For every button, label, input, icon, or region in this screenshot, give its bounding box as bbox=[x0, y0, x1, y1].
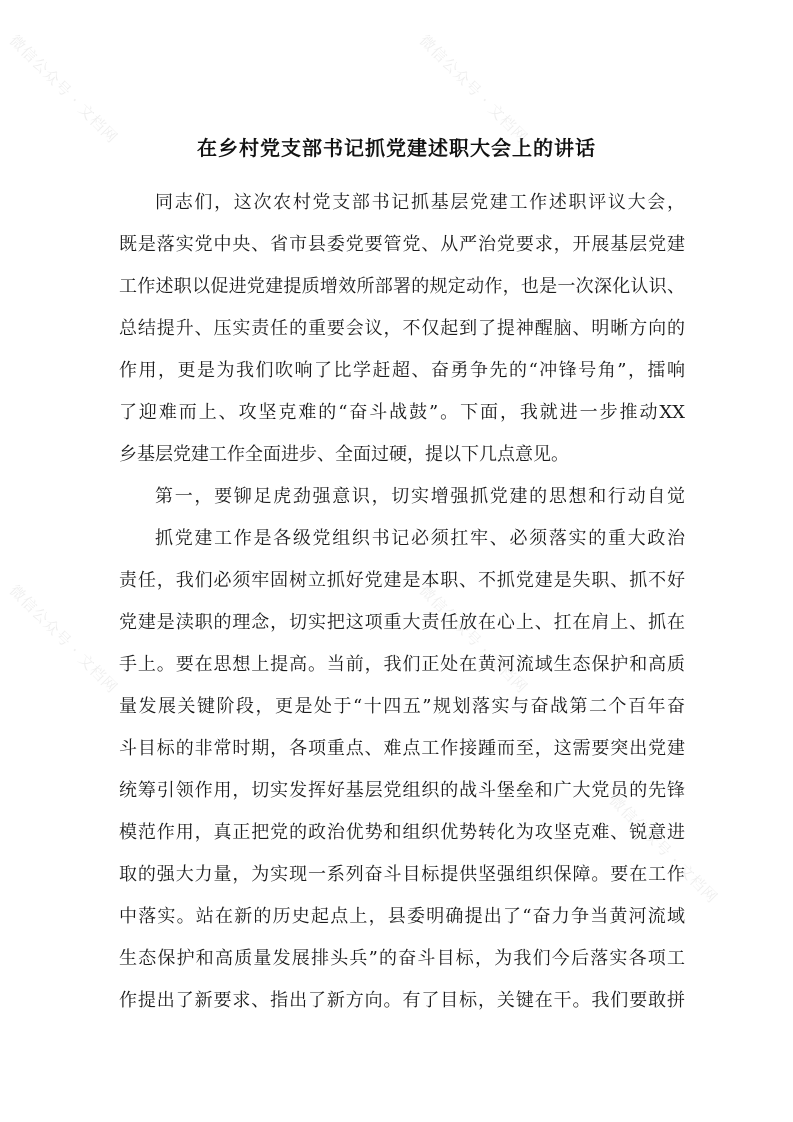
paragraph-line: 中落实。站在新的历史起点上，县委明确提出了“奋力争当黄河流域 bbox=[119, 906, 685, 927]
paragraph-line: 量发展关键阶段，更是处于“十四五”规划落实与奋战第二个百年奋 bbox=[119, 696, 685, 717]
paragraph-line: 模范作用，真正把党的政治优势和组织优势转化为攻坚克难、锐意进 bbox=[119, 822, 685, 843]
section-heading: 第一，要铆足虎劲强意识，切实增强抓党建的思想和行动自觉 bbox=[155, 486, 685, 507]
watermark: 微信公众号 · 文档网 bbox=[5, 581, 122, 697]
watermark: 微信公众号 · 文档网 bbox=[605, 791, 722, 907]
paragraph-line: 工作述职以促进党建提质增效所部署的规定动作，也是一次深化认识、 bbox=[119, 276, 685, 297]
paragraph-line: 责任，我们必须牢固树立抓好党建是本职、不抓党建是失职、抓不好 bbox=[119, 570, 685, 591]
watermark: 微信公众号 · 文档网 bbox=[415, 31, 532, 147]
watermark: 微信公众号 · 文档网 bbox=[415, 581, 532, 697]
paragraph-line: 了迎难而上、攻坚克难的“奋斗战鼓”。下面，我就进一步推动XX bbox=[119, 402, 685, 423]
paragraph-line: 作用，更是为我们吹响了比学赶超、奋勇争先的“冲锋号角”，擂响 bbox=[119, 360, 685, 381]
paragraph-line: 统筹引领作用，切实发挥好基层党组织的战斗堡垒和广大党员的先锋 bbox=[119, 780, 685, 801]
paragraph-line: 斗目标的非常时期，各项重点、难点工作接踵而至，这需要突出党建 bbox=[119, 738, 685, 759]
paragraph-line: 作提出了新要求、指出了新方向。有了目标，关键在干。我们要敢拼 bbox=[119, 990, 685, 1011]
paragraph-line: 抓党建工作是各级党组织书记必须扛牢、必须落实的重大政治 bbox=[155, 528, 685, 549]
watermark: 微信公众号 · 文档网 bbox=[5, 31, 122, 147]
paragraph-line: 党建是渎职的理念，切实把这项重大责任放在心上、扛在肩上、抓在 bbox=[119, 612, 685, 633]
paragraph-line: 取的强大力量，为实现一系列奋斗目标提供坚强组织保障。要在工作 bbox=[119, 864, 685, 885]
paragraph-line: 生态保护和高质量发展排头兵”的奋斗目标，为我们今后落实各项工 bbox=[119, 948, 685, 969]
paragraph-line: 乡基层党建工作全面进步、全面过硬，提以下几点意见。 bbox=[119, 444, 569, 465]
paragraph-line: 手上。要在思想上提高。当前，我们正处在黄河流域生态保护和高质 bbox=[119, 654, 685, 675]
paragraph-line: 既是落实党中央、省市县委党要管党、从严治党要求，开展基层党建 bbox=[119, 234, 685, 255]
document-title: 在乡村党支部书记抓党建述职大会上的讲话 bbox=[197, 136, 596, 160]
paragraph-line: 同志们，这次农村党支部书记抓基层党建工作述职评议大会， bbox=[155, 192, 685, 213]
paragraph-line: 总结提升、压实责任的重要会议，不仅起到了提神醒脑、明晰方向的 bbox=[119, 318, 685, 339]
